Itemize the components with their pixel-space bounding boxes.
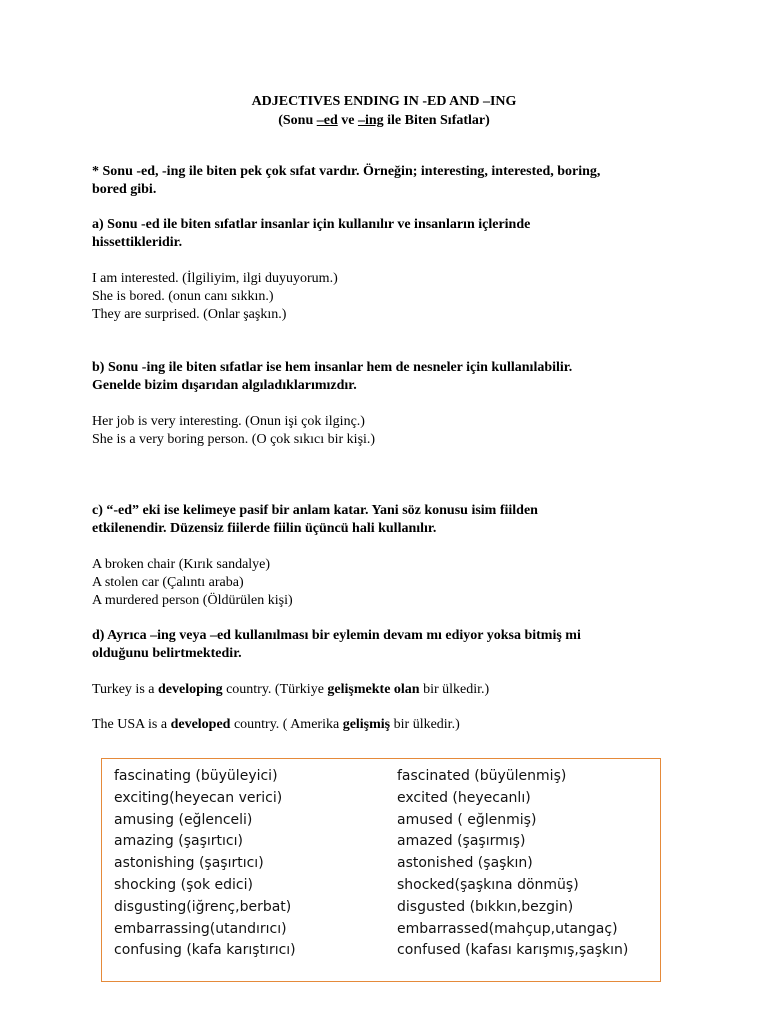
vocab-item: astonished (şaşkın)	[397, 855, 533, 872]
vocab-item: embarrassed(mahçup,utangaç)	[397, 920, 618, 937]
vocab-column-ing	[114, 766, 296, 962]
vocabulary-box	[101, 758, 661, 982]
example-pre: The USA is a	[92, 717, 171, 732]
section-b-heading	[92, 359, 682, 395]
example-post: bir ülkedir.)	[390, 717, 460, 732]
example-mid: country. ( Amerika	[230, 717, 343, 732]
vocab-item: amazed (şaşırmış)	[397, 833, 526, 850]
heading-line: d) Ayrıca –ing veya –ed kullanılması bir eylemin devam mı ediyor yoksa bitmiş mi	[92, 628, 581, 643]
title-subtitle	[0, 112, 768, 130]
intro-line: * Sonu -ed, -ing ile biten pek çok sıfat vardır. Örneğin; interesting, interested, boring,	[92, 164, 601, 179]
vocab-item: disgusted (bıkkın,bezgin)	[397, 898, 574, 915]
example-sentence: She is a very boring person. (O çok sıkıcı bir kişi.)	[92, 432, 376, 447]
example-bold-translation: gelişmiş	[342, 717, 391, 732]
example-bold-word: developed	[170, 717, 231, 732]
vocab-item: confusing (kafa karıştırıcı)	[114, 942, 296, 959]
section-a-examples	[92, 270, 682, 324]
example-sentence	[92, 716, 682, 734]
vocab-item: amazing (şaşırtıcı)	[114, 833, 243, 850]
vocab-item: shocked(şaşkına dönmüş)	[397, 876, 579, 893]
example-post: bir ülkedir.)	[419, 682, 490, 697]
example-sentence	[92, 681, 682, 699]
heading-line: b) Sonu -ing ile biten sıfatlar ise hem insanlar hem de nesneler için kullanılabilir.	[92, 360, 573, 375]
section-a-heading	[92, 216, 682, 252]
example-bold-word: developing	[158, 682, 223, 697]
section-d-example-developed	[92, 716, 682, 734]
heading-line: olduğunu belirtmektedir.	[92, 646, 242, 661]
vocab-item: amused ( eğlenmiş)	[397, 811, 537, 828]
subtitle-ed: –ed	[316, 113, 338, 128]
vocab-item: fascinated (büyülenmiş)	[397, 768, 567, 784]
example-sentence: A broken chair (Kırık sandalye)	[92, 557, 271, 572]
section-c-examples	[92, 556, 682, 610]
example-sentence: I am interested. (İlgiliyim, ilgi duyuyorum.)	[92, 271, 338, 286]
section-d-heading	[92, 627, 682, 663]
example-mid: country. (Türkiye	[222, 682, 328, 697]
heading-line: hissettikleridir.	[92, 235, 183, 250]
document-title	[0, 93, 768, 130]
vocab-item: excited (heyecanlı)	[397, 789, 531, 806]
example-bold-translation: gelişmekte olan	[327, 682, 420, 697]
section-b-examples	[92, 413, 682, 449]
vocab-item: disgusting(iğrenç,berbat)	[114, 898, 292, 915]
heading-line: a) Sonu -ed ile biten sıfatlar insanlar için kullanılır ve insanların içlerinde	[92, 217, 531, 232]
heading-line: c) “-ed” eki ise kelimeye pasif bir anlam katar. Yani söz konusu isim fiilden	[92, 503, 538, 518]
subtitle-open: (Sonu	[278, 113, 317, 128]
vocab-item: confused (kafası karışmış,şaşkın)	[397, 942, 629, 959]
section-d-example-developing	[92, 681, 682, 699]
example-sentence: Her job is very interesting. (Onun işi çok ilginç.)	[92, 414, 365, 429]
vocab-item: astonishing (şaşırtıcı)	[114, 855, 264, 872]
subtitle-ing: –ing	[357, 113, 384, 128]
section-c-heading	[92, 502, 682, 538]
vocab-item: amusing (eğlenceli)	[114, 811, 253, 828]
example-sentence: She is bored. (onun canı sıkkın.)	[92, 289, 274, 304]
vocab-item: exciting(heyecan verici)	[114, 789, 283, 806]
vocab-item: embarrassing(utandırıcı)	[114, 920, 287, 937]
intro-paragraph	[92, 163, 682, 199]
heading-line: etkilenendir. Düzensiz fiilerde fiilin üçüncü hali kullanılır.	[92, 521, 437, 536]
vocab-item: fascinating (büyüleyici)	[114, 768, 278, 784]
example-pre: Turkey is a	[92, 682, 158, 697]
heading-line: Genelde bizim dışarıdan algıladıklarımızdır.	[92, 378, 357, 393]
subtitle-close: ile Biten Sıfatlar)	[383, 113, 490, 128]
vocab-column-ed	[397, 766, 628, 962]
example-sentence: A stolen car (Çalıntı araba)	[92, 575, 244, 590]
example-sentence: A murdered person (Öldürülen kişi)	[92, 593, 293, 608]
vocab-item: shocking (şok edici)	[114, 876, 253, 893]
subtitle-ve: ve	[337, 113, 358, 128]
intro-line: bored gibi.	[92, 182, 157, 197]
example-sentence: They are surprised. (Onlar şaşkın.)	[92, 307, 287, 322]
title-main: ADJECTIVES ENDING IN -ED AND –ING	[251, 94, 517, 109]
